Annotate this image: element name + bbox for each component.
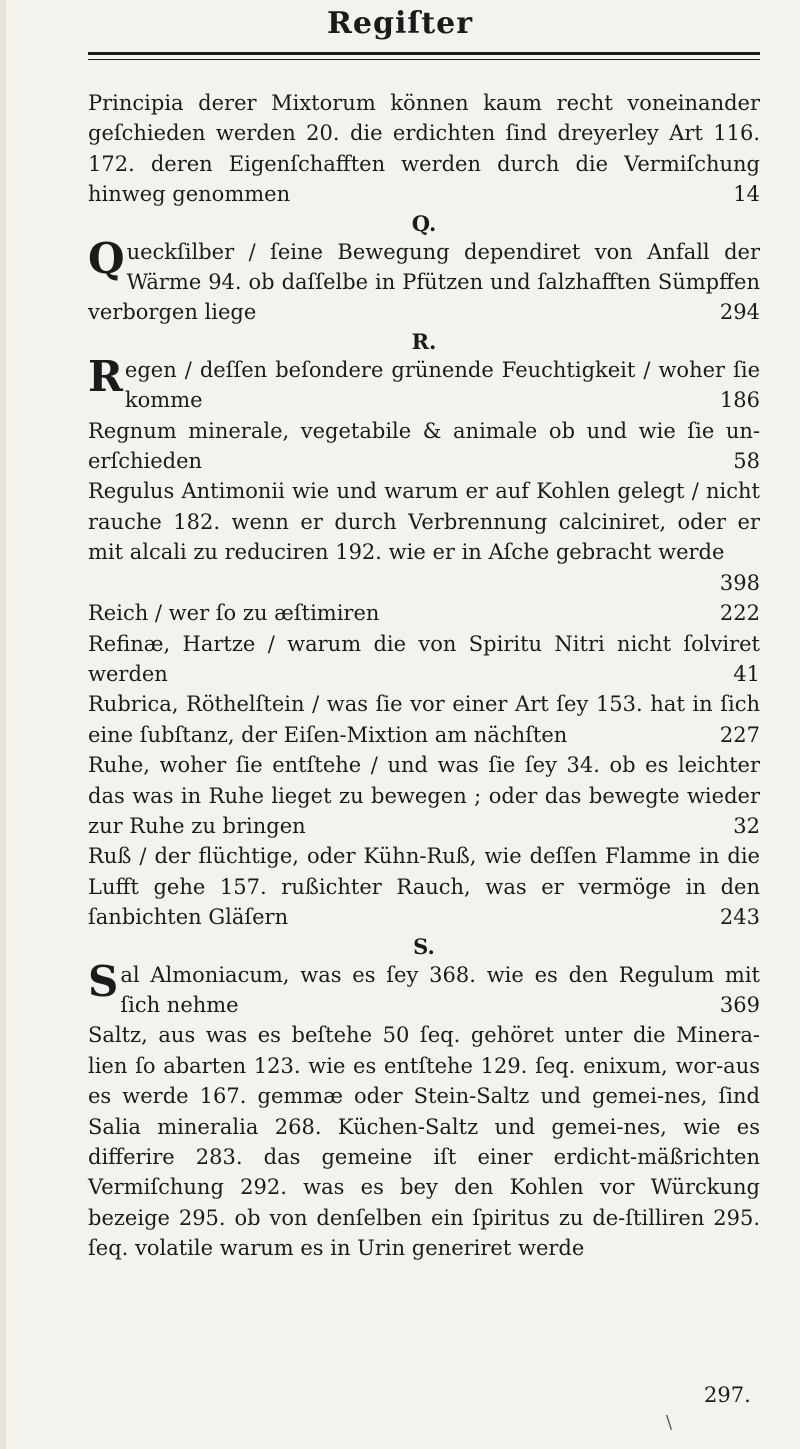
index-entry <box>88 689 760 750</box>
page-reference: 14 <box>733 182 760 207</box>
entry-text: Ruhe, woher ſie entſtehe / und was ſie ſey 34. ob es leichter das was in Ruhe lieget zu bewegen ; oder das bewegte wieder zur Ruhe zu bringen <box>88 753 760 838</box>
page-reference: 186 <box>719 388 760 413</box>
index-entry <box>88 750 760 841</box>
entry-text: Ruß / der flüchtige, oder Kühn-Ruß, wie deſſen Flamme in die Lufft gehe 157. rußichter Rauch, was er vermöge in den ſanbichten Gläſern <box>88 844 760 930</box>
index-entry <box>88 841 760 932</box>
section-letter: S. <box>413 933 435 959</box>
entry-text: ueckſilber / ſeine Bewegung dependiret von Anfall der Wärme 94. ob daſſelbe in Pfützen und ſalzhafften Sümpffen verborgen liege <box>88 239 760 325</box>
drop-cap: Q <box>88 233 125 283</box>
entry-text: egen / deſſen beſondere grünende Feuchtigkeit / woher ſie komme <box>124 357 760 413</box>
entry-text: al Almoniacum, was es ſey 368. wie es den Regulum mit ſich nehme <box>120 962 760 1017</box>
page-reference: 32 <box>733 813 760 838</box>
margin-mark: \ <box>666 1412 673 1433</box>
page-reference: 243 <box>719 905 760 930</box>
section-letter: Q. <box>411 210 437 236</box>
header-rule-thin <box>88 59 760 60</box>
page-reference: 294 <box>719 300 760 325</box>
header-rule <box>88 52 760 55</box>
entry-text: Regnum minerale, vegetabile & animale ob und wie ſie un-erſchieden <box>88 418 760 474</box>
drop-cap: S <box>88 956 119 1006</box>
entry-text: Rubrica, Röthelſtein / was ſie vor einer Art ſey 153. hat in ſich eine ſubſtanz, der Eiſen-Mixtion am nächſten <box>88 692 760 747</box>
index-entry <box>88 598 760 628</box>
index-entry <box>88 416 760 477</box>
page-reference: 398 <box>719 570 760 595</box>
section-letter: R. <box>411 328 437 354</box>
entry-text: Saltz, aus was es beſtehe 50 ſeq. gehöret unter die Minera-lien ſo abarten 123. wie es entſtehe 129. ſeq. enixum, wor-aus es werde 167. gemmæ oder Stein-Saltz und gemei-nes, ſind Salia mineralia 268. Küchen-Saltz und gemei-nes, wie es differire 283. das gemeine iſt einer erdicht-mäßrichten Vermiſchung 292. was es bey den Kohlen vor Würckung bezeige 295. ob von denſelben ein ſpiritus zu de-ſtilliren 295. ſeq. volatile warum es in Urin generiret werde <box>88 1023 760 1261</box>
index-entries <box>88 88 760 1264</box>
index-entry <box>88 1020 760 1263</box>
page-reference: 227 <box>719 722 760 747</box>
page-title: Regiſter <box>326 6 474 41</box>
page-edge-shadow <box>0 0 6 1449</box>
index-entry <box>88 233 760 328</box>
page-reference: 369 <box>719 992 760 1017</box>
index-entry <box>88 956 760 1021</box>
index-entry <box>88 351 760 416</box>
entry-text: Regulus Antimonii wie und warum er auf Kohlen gelegt / nicht rauche 182. wenn er durch Verbrennung calciniret, oder er mit alcali zu reduciren 192. wie er in Aſche gebracht werde <box>88 479 760 565</box>
catchword: 297. <box>704 1383 751 1407</box>
index-entry <box>88 629 760 690</box>
page-reference: 41 <box>733 661 760 686</box>
entry-text: Reich / wer ſo zu æſtimiren <box>88 601 380 626</box>
drop-cap: R <box>88 351 123 401</box>
index-entry <box>88 88 760 210</box>
index-entry <box>88 476 760 595</box>
entry-text: Principia derer Mixtorum können kaum recht voneinander geſchieden werden 20. die erdichten ſind dreyerley Art 116. 172. deren Eigenſchafften werden durch die Vermiſchung hinweg genommen <box>88 91 760 207</box>
entry-text: Refinæ, Hartze / warum die von Spiritu Nitri nicht ſolviret werden <box>88 631 760 686</box>
page-reference: 58 <box>733 449 760 474</box>
page-reference: 222 <box>719 601 760 626</box>
